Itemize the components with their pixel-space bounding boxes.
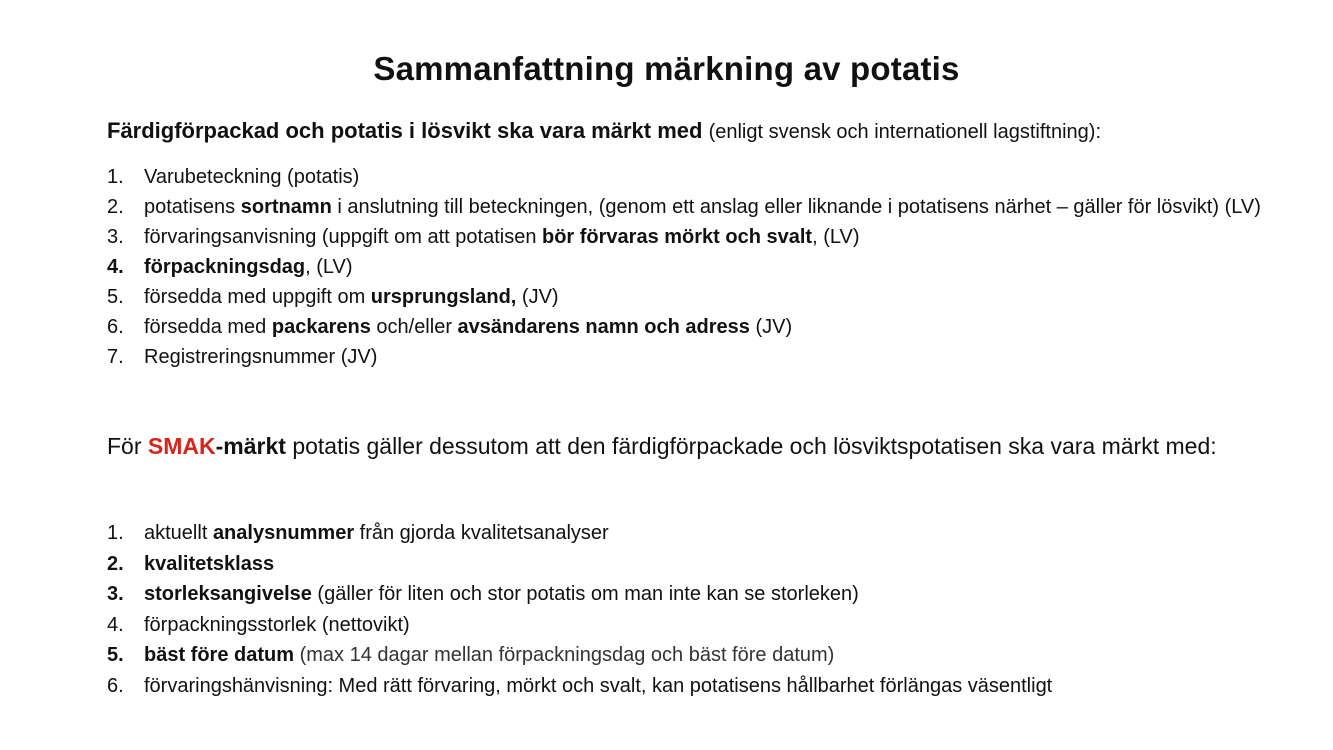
intro-lead: Färdigförpackad och potatis i lösvikt ska vara märkt med [107, 118, 703, 143]
labeling-list [107, 162, 1264, 372]
list-item-emphasis: ursprungsland, [370, 286, 517, 308]
list-item-text: , (LV) [812, 226, 860, 248]
list-item-number: 4. [107, 613, 124, 636]
list-item-text: och/eller [370, 316, 458, 338]
list-item-text: försedda med [144, 316, 272, 338]
list-item-text: potatisens [144, 196, 241, 218]
list-item-emphasis: avsändarens namn och adress [457, 316, 750, 338]
list-item-emphasis: storleksangivelse [144, 583, 312, 605]
smak-list [107, 518, 1264, 701]
list-item-emphasis: packarens [271, 316, 371, 338]
list-item-emphasis: bör förvaras mörkt och svalt [542, 226, 813, 248]
list-item-number: 6. [107, 674, 124, 697]
page-title: Sammanfattning märkning av potatis [373, 50, 960, 87]
list-item-emphasis: förpackningsdag [144, 256, 306, 278]
list-item-text: Varubeteckning (potatis) [144, 166, 360, 188]
list-item [107, 192, 1264, 222]
list-item-number: 7. [107, 346, 124, 368]
list-item-text: , (LV) [305, 256, 353, 278]
list-item-number: 1. [107, 522, 124, 544]
list-item-text: förvaringsanvisning (uppgift om att potatisen [144, 226, 542, 248]
list-item [107, 252, 1264, 282]
list-item-number: 5. [107, 644, 124, 666]
list-item [107, 342, 1264, 372]
list-item [107, 610, 1264, 641]
list-item-emphasis: analysnummer [212, 522, 355, 544]
smak-rest: potatis gäller dessutom att den färdigförpackade och lösviktspotatisen ska vara märkt med: [285, 433, 1217, 459]
smak-marked: -märkt [215, 433, 286, 459]
list-item-text: Registreringsnummer (JV) [144, 346, 378, 368]
intro-line [107, 115, 1101, 148]
list-item-number: 4. [107, 256, 124, 278]
list-item-text: (gäller för liten och stor potatis om man inte kan se storleken) [311, 583, 859, 605]
list-item [107, 282, 1264, 312]
smak-paragraph [107, 428, 1227, 464]
list-item [107, 222, 1264, 252]
list-item [107, 579, 1264, 610]
list-item-emphasis: sortnamn [240, 196, 332, 218]
list-item [107, 312, 1264, 342]
list-item-number: 2. [107, 552, 124, 575]
list-item [107, 518, 1264, 549]
list-item-text: försedda med uppgift om [144, 286, 371, 308]
list-item-number: 6. [107, 316, 124, 338]
list-item-text: förpackningsstorlek (nettovikt) [144, 613, 410, 636]
list-item-text: förvaringshänvisning: Med rätt förvaring, mörkt och svalt, kan potatisens hållbarhet förlängas väsentligt [144, 674, 1053, 697]
smak-label: SMAK [147, 433, 216, 459]
list-item-text: (JV) [516, 286, 559, 308]
list-item-number: 3. [107, 583, 124, 605]
list-item-number: 3. [107, 226, 124, 248]
list-item-emphasis: kvalitetsklass [144, 552, 275, 575]
list-item-number: 5. [107, 286, 124, 308]
list-item-text: (max 14 dagar mellan förpackningsdag och bäst före datum) [294, 644, 835, 666]
list-item-text: (JV) [749, 316, 793, 338]
list-item-number: 1. [107, 166, 124, 188]
list-item [107, 162, 1264, 192]
list-item-emphasis: bäst före datum [144, 644, 295, 666]
list-item-text: aktuellt [144, 522, 213, 544]
list-item [107, 671, 1264, 702]
list-item-text: i anslutning till beteckningen, (genom ett anslag eller liknande i potatisens närhet – gäller för lösvikt) (LV) [331, 196, 1261, 218]
smak-pre: För [107, 433, 148, 459]
list-item-text: från gjorda kvalitetsanalyser [354, 522, 609, 544]
list-item [107, 640, 1264, 671]
list-item-number: 2. [107, 196, 124, 218]
intro-paren: (enligt svensk och internationell lagstiftning): [708, 121, 1101, 143]
list-item [107, 549, 1264, 580]
